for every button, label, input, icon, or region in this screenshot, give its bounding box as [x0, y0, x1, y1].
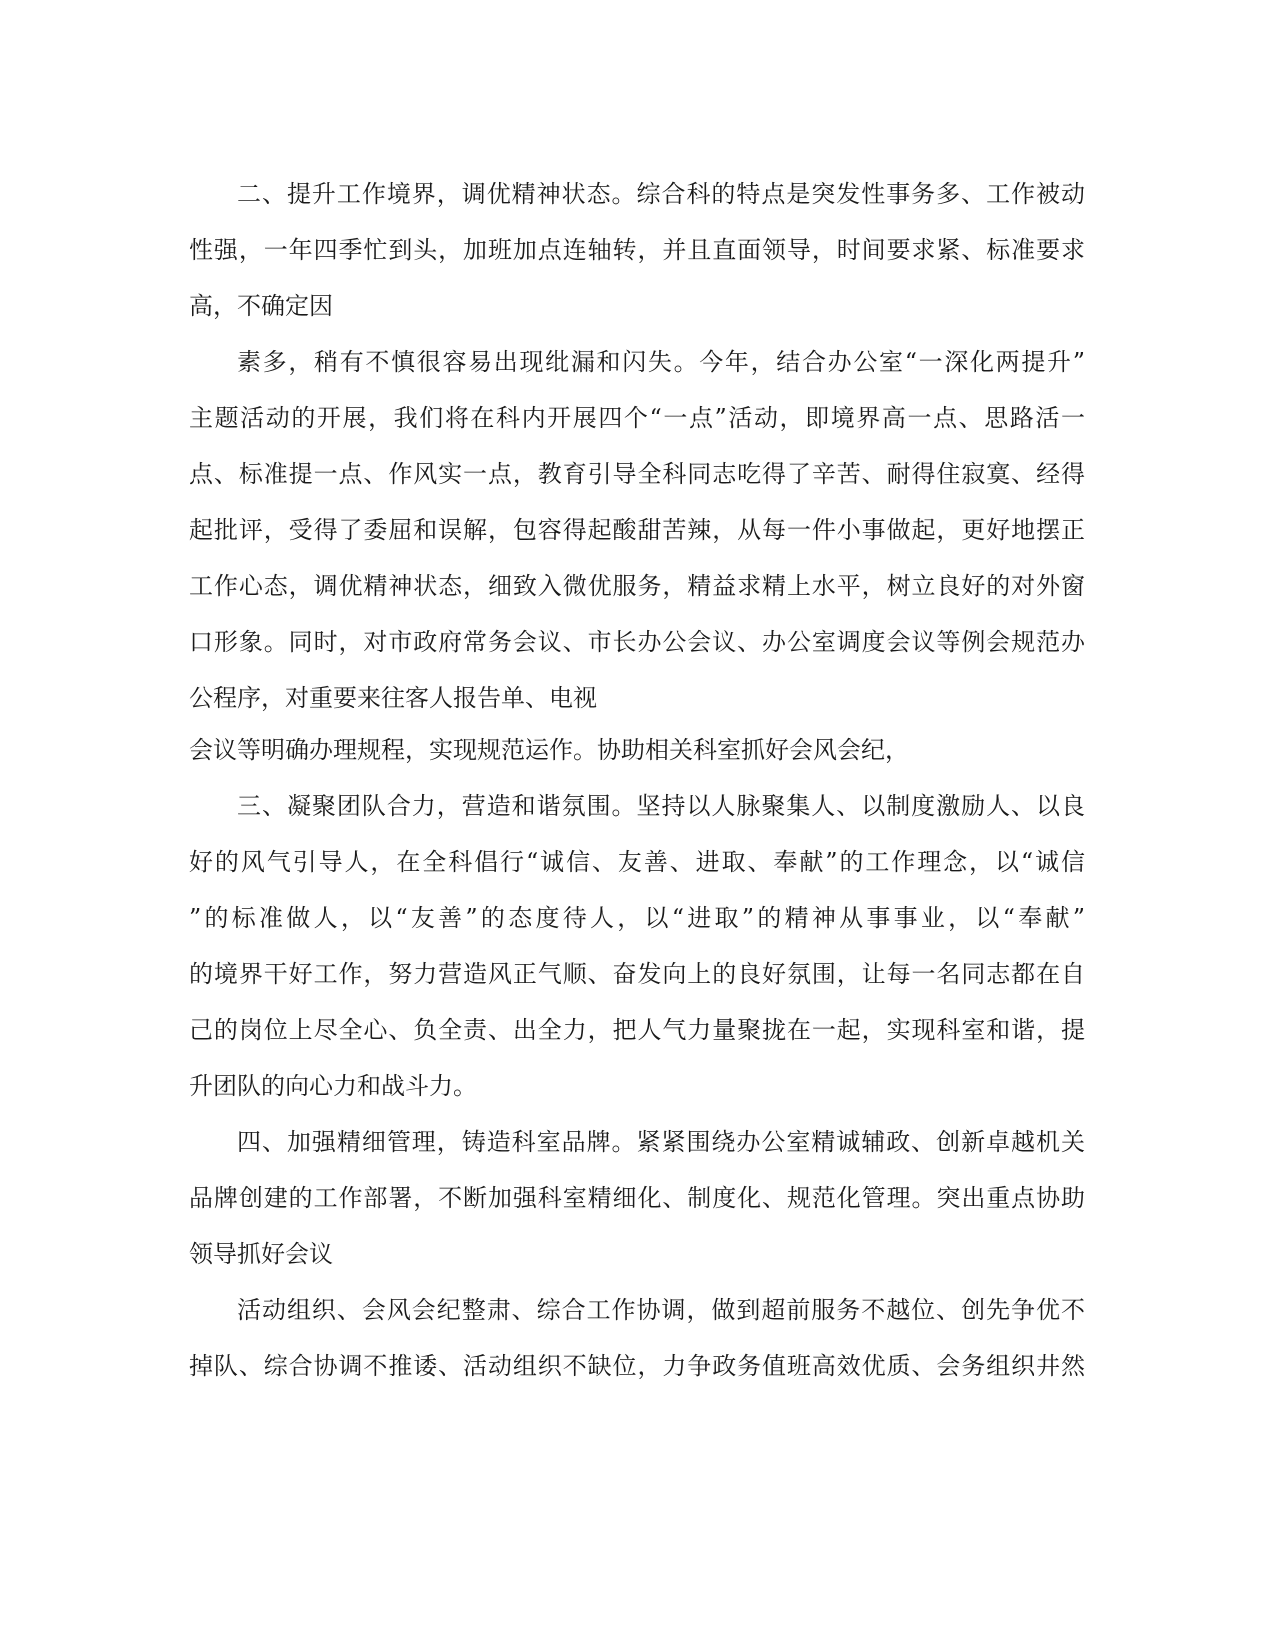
paragraph-5-line-1: 四、加强精细管理，铸造科室品牌。紧紧围绕办公室精诚辅政、创新卓越机关	[237, 1128, 1085, 1156]
paragraph-4-line-6: 升团队的向心力和战斗力。	[189, 1072, 477, 1100]
paragraph-3-line-5: 工作心态，调优精神状态，细致入微优服务，精益求精上水平，树立良好的对外窗	[189, 572, 1085, 600]
paragraph-4-line-1: 三、凝聚团队合力，营造和谐氛围。坚持以人脉聚集人、以制度激励人、以良	[237, 792, 1085, 820]
paragraph-5-line-2: 品牌创建的工作部署，不断加强科室精细化、制度化、规范化管理。突出重点协助	[189, 1184, 1085, 1212]
paragraph-2-line-3: 高，不确定因	[189, 292, 333, 320]
paragraph-3-line-4: 起批评，受得了委屈和误解，包容得起酸甜苦辣，从每一件小事做起，更好地摆正	[189, 516, 1085, 544]
paragraph-3-line-3: 点、标准提一点、作风实一点，教育引导全科同志吃得了辛苦、耐得住寂寞、经得	[189, 460, 1085, 488]
paragraph-6-line-2: 掉队、综合协调不推诿、活动组织不缺位，力争政务值班高效优质、会务组织井然	[189, 1352, 1085, 1380]
paragraph-3-line-2: 主题活动的开展，我们将在科内开展四个“一点”活动，即境界高一点、思路活一	[189, 404, 1085, 432]
paragraph-2-line-1: 二、提升工作境界，调优精神状态。综合科的特点是突发性事务多、工作被动	[237, 180, 1085, 208]
paragraph-5-line-3: 领导抓好会议	[189, 1240, 333, 1268]
paragraph-4-line-5: 己的岗位上尽全心、负全责、出全力，把人气力量聚拢在一起，实现科室和谐，提	[189, 1016, 1085, 1044]
paragraph-2-line-2: 性强，一年四季忙到头，加班加点连轴转，并且直面领导，时间要求紧、标准要求	[189, 236, 1085, 264]
paragraph-3-line-8: 会议等明确办理规程，实现规范运作。协助相关科室抓好会风会纪，	[189, 736, 909, 764]
paragraph-3-line-7: 公程序，对重要来往客人报告单、电视	[189, 684, 597, 712]
paragraph-4-line-4: 的境界干好工作，努力营造风正气顺、奋发向上的良好氛围，让每一名同志都在自	[189, 960, 1085, 988]
paragraph-4-line-2: 好的风气引导人，在全科倡行“诚信、友善、进取、奉献”的工作理念，以“诚信	[189, 848, 1085, 876]
paragraph-4-line-3: ”的标准做人，以“友善”的态度待人，以“进取”的精神从事事业，以“奉献”	[189, 904, 1085, 932]
paragraph-3-line-1: 素多，稍有不慎很容易出现纰漏和闪失。今年，结合办公室“一深化两提升”	[237, 348, 1085, 376]
paragraph-3-line-6: 口形象。同时，对市政府常务会议、市长办公会议、办公室调度会议等例会规范办	[189, 628, 1085, 656]
paragraph-6-line-1: 活动组织、会风会纪整肃、综合工作协调，做到超前服务不越位、创先争优不	[237, 1296, 1085, 1324]
